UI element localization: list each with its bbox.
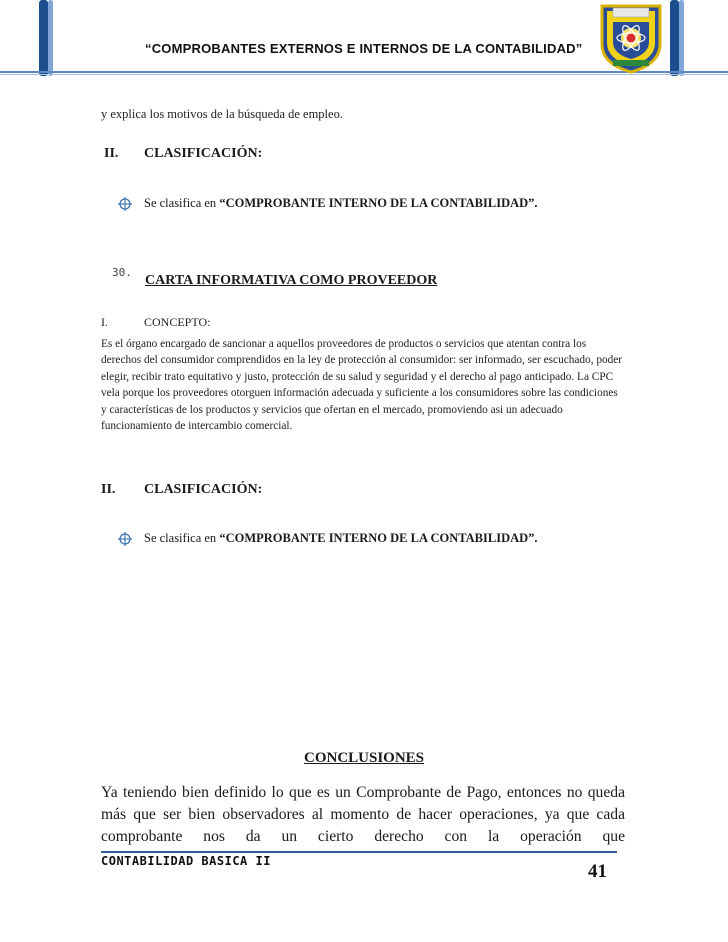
conclusiones-text: Ya teniendo bien definido lo que es un Comprobante de Pago, entonces no queda más que ser bien observadores al momento de hacer operaciones, ya que cada comprobante nos da un cierto derecho con la operación que [101, 784, 625, 845]
section1-bullet [118, 196, 538, 211]
section1-title: CLASIFICACIÓN: [144, 146, 263, 161]
header-divider-light [0, 74, 728, 75]
header-title: “COMPROBANTES EXTERNOS E INTERNOS DE LA CONTABILIDAD” [145, 41, 583, 56]
section2-bullet-bold: “COMPROBANTE INTERNO DE LA CONTABILIDAD”. [219, 531, 538, 545]
crosshair-bullet-icon [118, 532, 132, 546]
crosshair-bullet-icon [118, 197, 132, 211]
conclusiones-title: CONCLUSIONES [303, 750, 425, 766]
university-seal-logo [596, 2, 666, 74]
item30-title: CARTA INFORMATIVA COMO PROVEEDOR [145, 273, 438, 288]
intro-line: y explica los motivos de la búsqueda de empleo. [101, 107, 343, 121]
concepto-title: CONCEPTO: [144, 315, 211, 329]
header-bar-left-accent [48, 0, 53, 76]
concepto-paragraph: Es el órgano encargado de sancionar a aquellos proveedores de productos o servicios que atentan contra los derechos del consumidor comprendidos en la ley de protección al consumidor: ser informado, ser escuchado, poder elegir, recibir trato equitativo y justo, protección de su salud y seguridad y el derecho al pago anticipado. La CPC vela porque los proveedores otorguen información adecuada y suficiente a los consumidores sobre las condiciones y características de los productos y servicios que ofertan en el mercado, promoviendo asi un adecuado funcionamiento de intercambio comercial. [101, 338, 623, 433]
section2-title: CLASIFICACIÓN: [144, 482, 263, 497]
section1-number: II. [104, 146, 119, 161]
footer-divider [101, 851, 617, 853]
section2-bullet [118, 531, 538, 546]
section2-number: II. [101, 482, 116, 497]
concepto-number: I. [101, 315, 108, 329]
header-bar-left [39, 0, 48, 76]
section1-bullet-bold: “COMPROBANTE INTERNO DE LA CONTABILIDAD”. [219, 196, 538, 210]
section1-bullet-prefix: Se clasifica en [144, 196, 220, 210]
header-bar-right [670, 0, 679, 76]
footer-course-name: CONTABILIDAD BASICA II [101, 854, 271, 868]
page-number: 41 [588, 861, 607, 882]
item30-marker: 30. [112, 266, 132, 279]
section2-bullet-prefix: Se clasifica en [144, 531, 220, 545]
header-bar-right-accent [679, 0, 684, 76]
